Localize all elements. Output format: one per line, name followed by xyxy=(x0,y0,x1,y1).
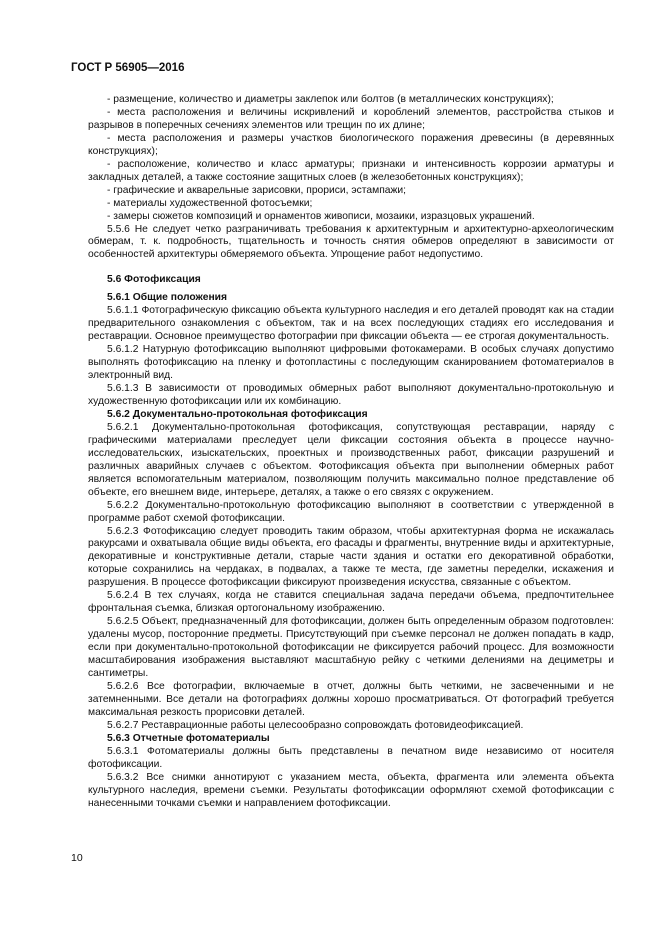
paragraph: 5.6.2.6 Все фотографии, включаемые в отчет, должны быть четкими, не засвеченными и не затемненными. Все детали на фотографиях должны хорошо просматриваться. От фотографий требуется максимальная резкость прорисовки деталей. xyxy=(88,680,614,718)
list-item: - места расположения и величины искривлений и короблений элементов, расстройства стыков и разрывов в поперечных сечениях элементов или трещин по их длине; xyxy=(88,106,614,131)
list-item: - расположение, количество и класс арматуры; признаки и интенсивность коррозии арматуры и закладных деталей, а также состояние защитных слоев (в железобетонных конструкциях); xyxy=(88,158,614,183)
list-item: - размещение, количество и диаметры заклепок или болтов (в металлических конструкциях); xyxy=(107,94,554,105)
paragraph: 5.6.3.1 Фотоматериалы должны быть представлены в печатном виде независимо от носителя фотофиксации. xyxy=(88,745,614,770)
subsection-heading: 5.6.2 Документально-протокольная фотофиксация xyxy=(107,408,368,420)
paragraph: 5.6.2.1 Документально-протокольная фотофиксация, сопутствующая реставрации, наряду с графическими материалами преследует цели фиксации состояния объекта в процессе научно-исследовательских, изыскательских, проектных и производственных работ, фиксации разрушений и различных аварийных случаев с объектом. Фотофиксация объекта при выполнении обмерных работ является вспомогательным материалом, позволяющим получить максимально полное представление об объекте, его внешнем виде, интерьере, деталях, а также о его связях с окружением. xyxy=(88,421,614,498)
paragraph: 5.6.2.4 В тех случаях, когда не ставится специальная задача передачи объема, предпочтительнее фронтальная съемка, близкая ортогональному изображению. xyxy=(88,590,614,615)
subsection-heading: 5.6.3 Отчетные фотоматериалы xyxy=(107,732,270,744)
paragraph: 5.6.2.3 Фотофиксацию следует проводить таким образом, чтобы архитектурная форма не искажалась ракурсами и охватывала общие виды объекта, его фасады и фрагменты, внутренние виды и архитектурные, декоративные и конструктивные детали, старые части здания и остатки его декоративной обработки, которые сохранились на чердаках, в подвалах, а также те места, где заметны переделки, искажения и разрушения. В процессе фотофиксации фиксируют произведения искусства, связанные с объектом. xyxy=(88,525,614,589)
paragraph: 5.6.1.2 Натурную фотофиксацию выполняют цифровыми фотокамерами. В особых случаях допустимо выполнять фотофиксацию на пленку и фотопластины с последующим сканированием фотоматериалов в электронный вид. xyxy=(88,344,614,382)
paragraph: 5.6.3.2 Все снимки аннотируют с указанием места, объекта, фрагмента или элемента объекта культурного наследия, времени съемки. Результаты фотофиксации оформляют схемой фотофиксации с нанесенными точками съемки и направлением фотофиксации. xyxy=(88,771,614,809)
section-heading: 5.6 Фотофиксация xyxy=(107,274,201,286)
document-header: ГОСТ Р 56905—2016 xyxy=(71,62,185,74)
list-item: - графические и акварельные зарисовки, прориси, эстампажи; xyxy=(107,184,406,196)
list-item: - места расположения и размеры участков биологического поражения древесины (в деревянных конструкциях); xyxy=(88,132,614,157)
paragraph: 5.6.1.3 В зависимости от проводимых обмерных работ выполняют документально-протокольную и художественную фотофиксации или их комбинацию. xyxy=(88,383,614,407)
paragraph: 5.6.2.2 Документально-протокольную фотофиксацию выполняют в соответствии с утвержденной в программе работ схемой фотофиксации. xyxy=(88,499,614,524)
document-body xyxy=(88,94,614,810)
list-item: - материалы художественной фотосъемки; xyxy=(107,197,313,209)
paragraph: 5.6.2.7 Реставрационные работы целесообразно сопровождать фотовидеофиксацией. xyxy=(107,719,524,731)
paragraph: 5.5.6 Не следует четко разграничивать требования к архитектурным и архитектурно-археологическим обмерам, т. к. подробность, тщательность и точность снятия обмеров определяют в зависимости от особенностей архитектуры обмеряемого объекта. Упрощение работ недопустимо. xyxy=(88,223,614,261)
paragraph: 5.6.2.5 Объект, предназначенный для фотофиксации, должен быть определенным образом подготовлен: удалены мусор, посторонние предметы. Присутствующий при съемке персонал не должен попадать в кадр, если при документально-протокольной фотофиксации не фиксируется рабочий процесс. Для возможности масштабирования изображения выставляют масштабную рейку с четкими делениями на дециметры и сантиметры. xyxy=(88,616,614,679)
page-number: 10 xyxy=(71,852,83,864)
subsection-heading: 5.6.1 Общие положения xyxy=(107,292,227,304)
paragraph: 5.6.1.1 Фотографическую фиксацию объекта культурного наследия и его деталей проводят как на стадии предварительного ознакомления с объектом, так и на всех последующих стадиях его исследования и реставрации. Основное преимущество фотографии при фиксации объекта — ее строгая документальность. xyxy=(88,305,614,343)
list-item: - замеры сюжетов композиций и орнаментов живописи, мозаики, изразцовых украшений. xyxy=(107,210,535,222)
